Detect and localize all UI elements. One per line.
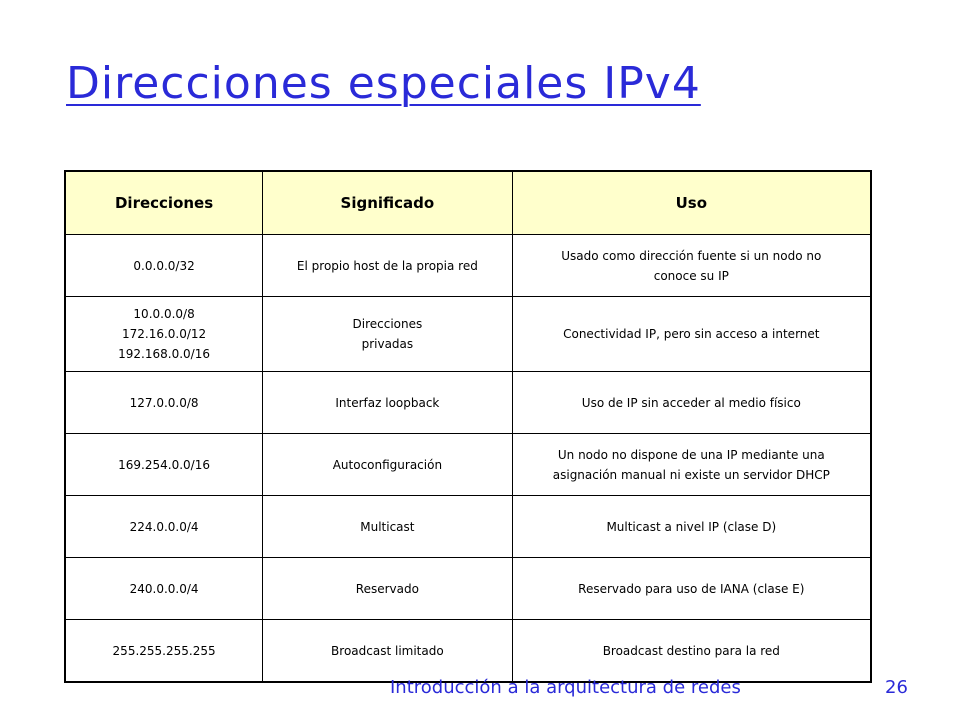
address-cell [65,372,263,434]
cell-line: Direcciones [352,317,423,331]
use-cell [512,434,871,496]
cell-line: Multicast a nivel IP (clase D) [606,519,777,534]
table-row [65,558,871,620]
table-row [65,434,871,496]
table-header-row [65,171,871,235]
table-row [65,235,871,297]
meaning-cell [263,434,512,496]
address-cell [65,558,263,620]
use-cell [512,620,871,683]
meaning-cell [263,235,512,297]
use-cell [512,496,871,558]
cell-line: 127.0.0.0/8 [129,395,199,410]
cell-line: Multicast [360,519,415,534]
meaning-cell [263,558,512,620]
address-cell [65,496,263,558]
page-number: 26 [885,677,908,698]
header-uso: Uso [512,171,871,235]
cell-line: 172.16.0.0/12 [121,327,207,341]
cell-line: Broadcast limitado [331,643,444,658]
address-cell [65,235,263,297]
cell-line: 10.0.0.0/8 [133,307,195,321]
table-row [65,372,871,434]
address-cell [65,297,263,372]
cell-line: Interfaz loopback [335,395,440,410]
use-cell [512,372,871,434]
special-addresses-table [64,170,872,683]
cell-line: Usado como dirección fuente si un nodo no [561,248,822,263]
table-row [65,297,871,372]
meaning-cell [263,496,512,558]
table-row [65,496,871,558]
use-cell [512,558,871,620]
slide-title: Direcciones especiales IPv4 [66,58,701,109]
table-row [65,620,871,683]
cell-line: 224.0.0.0/4 [129,519,199,534]
meaning-cell [263,372,512,434]
footer-course-title: Introducción a la arquitectura de redes [390,677,741,698]
meaning-cell [263,620,512,683]
cell-line: conoce su IP [653,268,729,283]
cell-line: Reservado [355,581,419,596]
header-significado: Significado [263,171,512,235]
cell-line: Conectividad IP, pero sin acceso a internet [563,327,820,341]
cell-line: privadas [361,337,414,351]
cell-line: 169.254.0.0/16 [118,457,210,472]
cell-line: Reservado para uso de IANA (clase E) [578,581,805,596]
use-cell [512,235,871,297]
cell-line: Un nodo no dispone de una IP mediante una [557,447,825,462]
cell-line: 240.0.0.0/4 [129,581,199,596]
cell-line: Autoconfiguración [332,457,443,472]
cell-line: 0.0.0.0/32 [133,258,195,273]
cell-line: Uso de IP sin acceder al medio físico [581,395,801,410]
cell-line: 192.168.0.0/16 [118,347,210,361]
header-direcciones: Direcciones [65,171,263,235]
cell-line: Broadcast destino para la red [602,643,780,658]
cell-line: asignación manual ni existe un servidor DHCP [552,467,830,482]
address-cell [65,620,263,683]
cell-line: El propio host de la propia red [296,258,478,273]
table-body [65,235,871,683]
address-cell [65,434,263,496]
cell-line: 255.255.255.255 [112,643,216,658]
use-cell [512,297,871,372]
meaning-cell [263,297,512,372]
